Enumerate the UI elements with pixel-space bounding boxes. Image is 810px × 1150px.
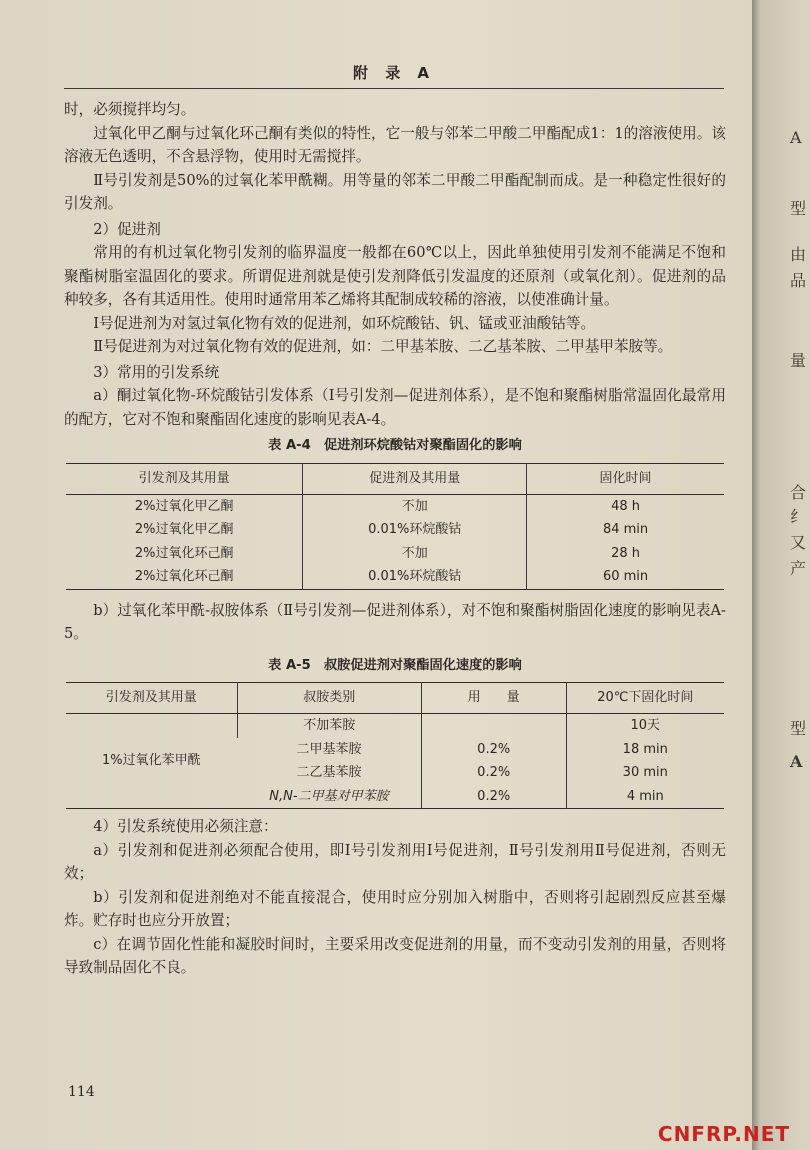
table-cell: 0.2% (421, 738, 566, 762)
section-3-title: 3）常用的引发系统 (93, 363, 220, 381)
table-cell: 不加苯胺 (237, 714, 421, 738)
table-row (66, 714, 724, 738)
paragraph-2: 过氧化甲乙酮与过氧化环己酮有类似的特性，它一般与邻苯二甲酸二甲酯配成1：1的溶液使用。该溶液无色透明，不含悬浮物，使用时无需搅拌。 (64, 124, 726, 165)
table-cell: 二甲基苯胺 (296, 741, 362, 757)
page-content (64, 98, 726, 980)
table-header-cell: 固化时间 (527, 463, 724, 494)
section-4-item-c: c）在调节固化性能和凝胶时间时，主要采用改变促进剂的用量，而不变动引发剂的用量，否则将导致制品固化不良。 (64, 935, 726, 976)
adjacent-page-glyph: 合 (790, 483, 807, 502)
table-row (66, 494, 724, 518)
section-4-item-b: b）引发剂和促进剂绝对不能直接混合，使用时应分别加入树脂中，否则将引起剧烈反应甚至爆炸。贮存时也应分开放置； (64, 888, 726, 929)
section-2-para-1: 常用的有机过氧化物引发剂的临界温度一般都在60℃以上，因此单独使用引发剂不能满足不饱和聚酯树脂室温固化的要求。所谓促进剂就是使引发剂降低引发温度的还原剂（或氧化剂）。促进剂的品种较多，各有其适用性。使用时通常用苯乙烯将其配制成较稀的溶液，以使准确计量。 (64, 244, 726, 308)
adjacent-page-glyph: 量 (790, 351, 807, 370)
table-header-cell: 20℃下固化时间 (566, 683, 724, 714)
table-header-cell: 叔胺类别 (237, 683, 421, 714)
adjacent-page-glyph: 由 (790, 245, 807, 264)
table-row (66, 565, 724, 589)
table-a4-caption: 表 A-4 促进剂环烷酸钴对聚酯固化的影响 (268, 438, 522, 453)
paragraph-1: 时，必须搅拌均匀。 (64, 101, 196, 118)
table-cell: 18 min (566, 738, 724, 762)
table-cell: 0.2% (421, 761, 566, 785)
table-cell: 28 h (527, 542, 724, 566)
table-cell: 二乙基苯胺 (296, 765, 362, 780)
adjacent-page-glyph: 品 (790, 271, 807, 290)
table-cell: N,N-二甲基对甲苯胺 (269, 788, 389, 804)
table-cell: 10天 (566, 714, 724, 738)
table-header-cell: 引发剂及其用量 (66, 463, 303, 494)
table-cell (421, 714, 566, 738)
section-2-para-3: Ⅱ号促进剂为对过氧化物有效的促进剂，如：二甲基苯胺、二乙基苯胺、二甲基甲苯胺等。 (93, 338, 673, 355)
table-cell: 4 min (566, 785, 724, 809)
table-row (66, 542, 724, 566)
table-cell: 0.01%环烷酸钴 (303, 518, 527, 542)
section-4-item-a: a）引发剂和促进剂必须配合使用，即Ⅰ号引发剂用Ⅰ号促进剂，Ⅱ号引发剂用Ⅱ号促进剂，否则无效； (64, 841, 726, 882)
table-cell: 60 min (527, 565, 724, 589)
table-header-cell: 促进剂及其用量 (303, 463, 527, 494)
table-cell: 30 min (566, 761, 724, 785)
table-cell: 0.2% (421, 785, 566, 809)
table-cell-initiator: 1%过氧化苯甲酰 (101, 753, 201, 769)
adjacent-page-glyph: 又 (790, 533, 807, 552)
adjacent-page-glyph: A (790, 128, 802, 147)
site-watermark: CNFRP.NET (657, 1122, 790, 1146)
table-cell: 2%过氧化甲乙酮 (134, 522, 234, 537)
table-cell: 2%过氧化环己酮 (134, 569, 234, 584)
table-a4 (66, 463, 724, 590)
table-cell: 2%过氧化甲乙酮 (134, 498, 234, 514)
section-4-title: 4）引发系统使用必须注意： (93, 818, 278, 835)
table-a5-caption: 表 A-5 叔胺促进剂对聚酯固化速度的影响 (268, 657, 522, 673)
table-cell: 2%过氧化环己酮 (134, 545, 234, 561)
table-cell: 不加 (303, 494, 527, 518)
section-2-title: 2）促进剂 (93, 220, 161, 238)
adjacent-page-glyph: 纟 (790, 507, 807, 526)
table-cell: 不加 (303, 542, 527, 566)
table-cell: 48 h (527, 494, 724, 518)
adjacent-page-glyph: 型 (790, 199, 807, 218)
adjacent-page-glyph: 型 (790, 719, 807, 738)
running-header: 附 录 A (64, 62, 724, 89)
table-a5 (66, 682, 724, 809)
adjacent-page-glyph: 产 (790, 559, 807, 578)
table-header-row (66, 683, 724, 714)
section-3-para-a: a）酮过氧化物-环烷酸钴引发体系（Ⅰ号引发剂—促进剂体系），是不饱和聚酯树脂常温固化最常用的配方，它对不饱和聚酯固化速度的影响见表A-4。 (64, 387, 726, 428)
table-header-cell: 引发剂及其用量 (66, 683, 237, 714)
table-cell: 84 min (527, 518, 724, 542)
table-row (66, 518, 724, 542)
table-header-row (66, 463, 724, 494)
section-3-para-b: b）过氧化苯甲酰-叔胺体系（Ⅱ号引发剂—促进剂体系），对不饱和聚酯树脂固化速度的影响见表A-5。 (64, 601, 726, 642)
paragraph-3: Ⅱ号引发剂是50%的过氧化苯甲酰糊。用等量的邻苯二甲酸二甲酯配制而成。是一种稳定性很好的引发剂。 (64, 171, 726, 212)
section-2-para-2: Ⅰ号促进剂为对氢过氧化物有效的促进剂，如环烷酸钴、钒、锰或亚油酸钴等。 (93, 314, 596, 332)
table-cell: 0.01%环烷酸钴 (303, 565, 527, 589)
page-number: 114 (68, 1084, 95, 1100)
adjacent-page-glyph: A (790, 752, 803, 771)
table-header-cell: 用 量 (421, 683, 566, 714)
